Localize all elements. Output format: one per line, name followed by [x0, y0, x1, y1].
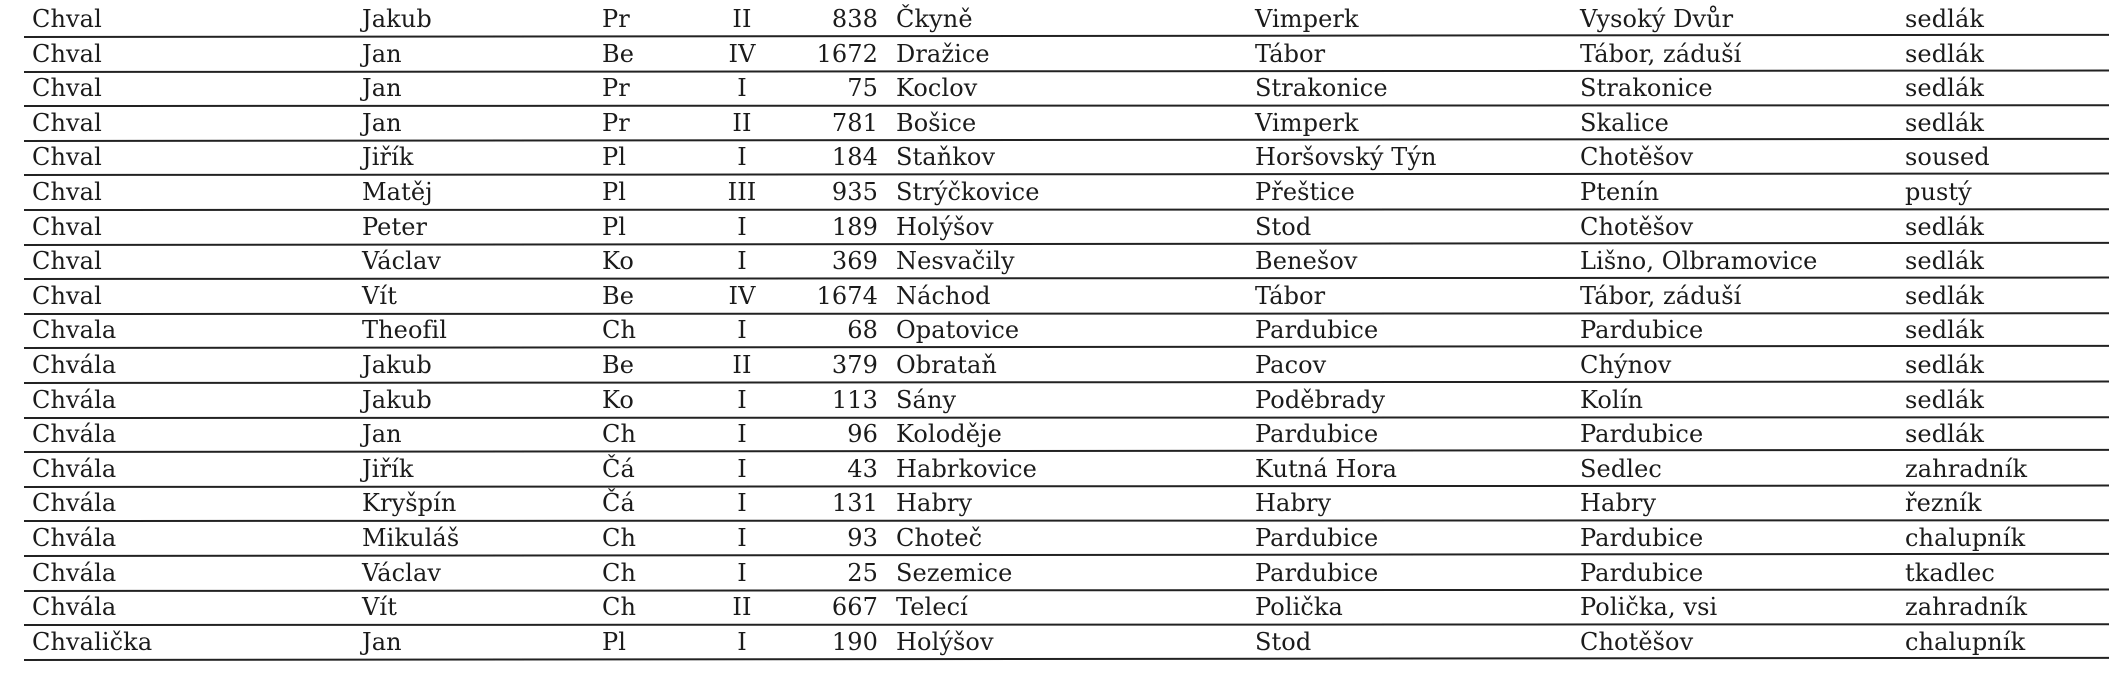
estate-cell: Tábor, záduší: [1580, 39, 1742, 68]
region-code-cell: Čá: [602, 489, 635, 518]
district-cell: Benešov: [1255, 247, 1358, 276]
volume-cell: I: [737, 524, 747, 552]
volume-cell: I: [737, 558, 747, 587]
social-status-cell: sedlák: [1905, 281, 1985, 310]
village-cell: Koclov: [896, 74, 978, 103]
estate-cell: Kolín: [1580, 385, 1644, 414]
table-row: [0, 589, 2109, 623]
surname-cell: Chvala: [32, 316, 117, 345]
volume-cell: IV: [728, 39, 756, 68]
table-row: [0, 451, 2109, 485]
social-status-cell: tkadlec: [1905, 558, 1995, 587]
village-cell: Náchod: [896, 281, 991, 310]
estate-cell: Vysoký Dvůr: [1580, 5, 1734, 33]
region-code-cell: Pr: [602, 74, 630, 103]
estate-cell: Chotěšov: [1580, 627, 1694, 656]
social-status-cell: zahradník: [1905, 593, 2028, 622]
social-status-cell: sedlák: [1905, 420, 1985, 449]
region-code-cell: Čá: [602, 454, 635, 483]
village-cell: Dražice: [896, 39, 990, 68]
estate-cell: Chýnov: [1580, 351, 1672, 379]
district-cell: Pacov: [1255, 351, 1327, 379]
village-cell: Telecí: [896, 593, 968, 622]
social-status-cell: sedlák: [1905, 316, 1985, 345]
region-code-cell: Pl: [602, 143, 627, 172]
table-row: [0, 209, 2109, 243]
social-status-cell: zahradník: [1905, 454, 2028, 483]
surname-cell: Chval: [32, 143, 102, 172]
record-number-cell: 131: [831, 489, 878, 518]
village-cell: Holýšov: [896, 212, 994, 241]
record-number-cell: 113: [831, 385, 878, 414]
social-status-cell: řezník: [1905, 489, 1982, 518]
table-row: [0, 520, 2109, 554]
estate-cell: Strakonice: [1580, 74, 1713, 103]
district-cell: Strakonice: [1255, 74, 1388, 103]
social-status-cell: sedlák: [1905, 39, 1985, 68]
estate-cell: Chotěšov: [1580, 212, 1694, 241]
village-cell: Habrkovice: [896, 454, 1037, 483]
given-name-cell: Kryšpín: [362, 489, 457, 518]
region-code-cell: Ch: [602, 316, 637, 345]
given-name-cell: Mikuláš: [362, 524, 460, 552]
table-row: [0, 485, 2109, 519]
region-code-cell: Ko: [602, 247, 634, 276]
region-code-cell: Pl: [602, 178, 627, 206]
given-name-cell: Vít: [362, 593, 397, 622]
village-cell: Holýšov: [896, 627, 994, 656]
district-cell: Tábor: [1255, 281, 1326, 310]
village-cell: Habry: [896, 489, 973, 518]
village-cell: Strýčkovice: [896, 178, 1040, 206]
village-cell: Obrataň: [896, 351, 997, 379]
estate-cell: Lišno, Olbramovice: [1580, 247, 1818, 276]
social-status-cell: sedlák: [1905, 74, 1985, 103]
volume-cell: III: [727, 178, 757, 206]
region-code-cell: Pr: [602, 5, 630, 33]
given-name-cell: Vít: [362, 281, 397, 310]
region-code-cell: Ch: [602, 593, 637, 622]
surname-cell: Chvalička: [32, 627, 153, 656]
given-name-cell: Peter: [362, 212, 428, 241]
surname-cell: Chvála: [32, 420, 117, 449]
surname-cell: Chvála: [32, 558, 117, 587]
district-cell: Horšovský Týn: [1255, 143, 1437, 172]
table-row: [0, 174, 2109, 208]
table-row: [0, 382, 2109, 416]
record-number-cell: 935: [831, 178, 878, 206]
estate-cell: Tábor, záduší: [1580, 281, 1742, 310]
surname-cell: Chval: [32, 247, 102, 276]
given-name-cell: Jakub: [362, 351, 432, 379]
estate-cell: Chotěšov: [1580, 143, 1694, 172]
estate-cell: Pardubice: [1580, 524, 1704, 552]
volume-cell: IV: [728, 281, 756, 310]
volume-cell: I: [737, 489, 747, 518]
given-name-cell: Václav: [362, 247, 442, 276]
village-cell: Sány: [896, 385, 957, 414]
volume-cell: II: [732, 5, 752, 33]
estate-cell: Skalice: [1580, 108, 1669, 137]
given-name-cell: Jiřík: [362, 143, 414, 172]
record-number-cell: 189: [831, 212, 878, 241]
district-cell: Poděbrady: [1255, 385, 1386, 414]
social-status-cell: sedlák: [1905, 212, 1985, 241]
district-cell: Stod: [1255, 627, 1312, 656]
given-name-cell: Matěj: [362, 178, 433, 206]
village-cell: Nesvačily: [896, 247, 1015, 276]
volume-cell: I: [737, 627, 747, 656]
region-code-cell: Be: [602, 281, 635, 310]
surname-cell: Chvála: [32, 351, 117, 379]
estate-cell: Pardubice: [1580, 420, 1704, 449]
record-number-cell: 93: [847, 524, 878, 552]
table-row: [0, 278, 2109, 312]
volume-cell: I: [737, 454, 747, 483]
record-number-cell: 369: [831, 247, 878, 276]
social-status-cell: sedlák: [1905, 108, 1985, 137]
record-number-cell: 190: [831, 627, 878, 656]
table-row: [0, 1, 2109, 35]
district-cell: Pardubice: [1255, 316, 1379, 345]
table-row: [0, 624, 2109, 658]
surname-cell: Chval: [32, 178, 102, 206]
given-name-cell: Jan: [362, 420, 402, 449]
district-cell: Pardubice: [1255, 558, 1379, 587]
social-status-cell: sedlák: [1905, 351, 1985, 379]
volume-cell: I: [737, 74, 747, 103]
surname-cell: Chvála: [32, 524, 117, 552]
given-name-cell: Theofil: [362, 316, 448, 345]
volume-cell: I: [737, 212, 747, 241]
estate-cell: Pardubice: [1580, 558, 1704, 587]
estate-cell: Habry: [1580, 489, 1657, 518]
given-name-cell: Václav: [362, 558, 442, 587]
given-name-cell: Jan: [362, 627, 402, 656]
table-row: [0, 416, 2109, 450]
surname-cell: Chval: [32, 108, 102, 137]
volume-cell: I: [737, 316, 747, 345]
social-status-cell: sedlák: [1905, 5, 1985, 33]
social-status-cell: sedlák: [1905, 247, 1985, 276]
district-cell: Vimperk: [1255, 108, 1359, 137]
volume-cell: I: [737, 420, 747, 449]
row-divider: [24, 657, 2109, 661]
region-code-cell: Ch: [602, 558, 637, 587]
village-cell: Bošice: [896, 108, 977, 137]
table-row: [0, 555, 2109, 589]
volume-cell: I: [737, 247, 747, 276]
village-cell: Choteč: [896, 524, 983, 552]
given-name-cell: Jan: [362, 39, 402, 68]
district-cell: Přeštice: [1255, 178, 1355, 206]
table-row: [0, 105, 2109, 139]
surname-cell: Chval: [32, 74, 102, 103]
record-number-cell: 75: [847, 74, 878, 103]
estate-cell: Polička, vsi: [1580, 593, 1718, 622]
village-cell: Čkyně: [896, 5, 973, 33]
record-number-cell: 781: [831, 108, 878, 137]
volume-cell: I: [737, 385, 747, 414]
social-status-cell: pustý: [1905, 178, 1972, 206]
region-code-cell: Ko: [602, 385, 634, 414]
volume-cell: II: [732, 108, 752, 137]
social-status-cell: sedlák: [1905, 385, 1985, 414]
record-number-cell: 1674: [816, 281, 878, 310]
village-cell: Sezemice: [896, 558, 1013, 587]
record-number-cell: 43: [847, 454, 878, 483]
village-cell: Opatovice: [896, 316, 1020, 345]
record-number-cell: 838: [831, 5, 878, 33]
surname-cell: Chval: [32, 281, 102, 310]
district-cell: Stod: [1255, 212, 1312, 241]
region-code-cell: Be: [602, 351, 635, 379]
volume-cell: II: [732, 593, 752, 622]
given-name-cell: Jan: [362, 108, 402, 137]
district-cell: Pardubice: [1255, 420, 1379, 449]
given-name-cell: Jakub: [362, 385, 432, 414]
district-cell: Kutná Hora: [1255, 454, 1398, 483]
village-cell: Koloděje: [896, 420, 1002, 449]
district-cell: Polička: [1255, 593, 1343, 622]
record-number-cell: 96: [847, 420, 878, 449]
district-cell: Habry: [1255, 489, 1332, 518]
given-name-cell: Jakub: [362, 5, 432, 33]
social-status-cell: chalupník: [1905, 627, 2026, 656]
district-cell: Tábor: [1255, 39, 1326, 68]
volume-cell: II: [732, 351, 752, 379]
given-name-cell: Jiřík: [362, 454, 414, 483]
surname-cell: Chval: [32, 5, 102, 33]
record-number-cell: 1672: [816, 39, 878, 68]
region-code-cell: Pr: [602, 108, 630, 137]
estate-cell: Pardubice: [1580, 316, 1704, 345]
record-number-cell: 68: [847, 316, 878, 345]
surname-cell: Chvála: [32, 489, 117, 518]
estate-cell: Sedlec: [1580, 454, 1662, 483]
record-number-cell: 184: [831, 143, 878, 172]
table-row: [0, 243, 2109, 277]
district-cell: Vimperk: [1255, 5, 1359, 33]
table-row: [0, 139, 2109, 173]
estate-cell: Ptenín: [1580, 178, 1660, 206]
region-code-cell: Be: [602, 39, 635, 68]
volume-cell: I: [737, 143, 747, 172]
region-code-cell: Pl: [602, 212, 627, 241]
surname-cell: Chval: [32, 39, 102, 68]
region-code-cell: Ch: [602, 420, 637, 449]
record-number-cell: 25: [847, 558, 878, 587]
village-cell: Staňkov: [896, 143, 996, 172]
record-number-cell: 379: [831, 351, 878, 379]
table-row: [0, 70, 2109, 104]
social-status-cell: chalupník: [1905, 524, 2026, 552]
surname-cell: Chvála: [32, 454, 117, 483]
surname-cell: Chval: [32, 212, 102, 241]
table-row: [0, 36, 2109, 70]
table-row: [0, 312, 2109, 346]
given-name-cell: Jan: [362, 74, 402, 103]
record-number-cell: 667: [831, 593, 878, 622]
district-cell: Pardubice: [1255, 524, 1379, 552]
region-code-cell: Pl: [602, 627, 627, 656]
social-status-cell: soused: [1905, 143, 1990, 172]
surname-cell: Chvála: [32, 385, 117, 414]
surname-cell: Chvála: [32, 593, 117, 622]
region-code-cell: Ch: [602, 524, 637, 552]
table-row: [0, 347, 2109, 381]
